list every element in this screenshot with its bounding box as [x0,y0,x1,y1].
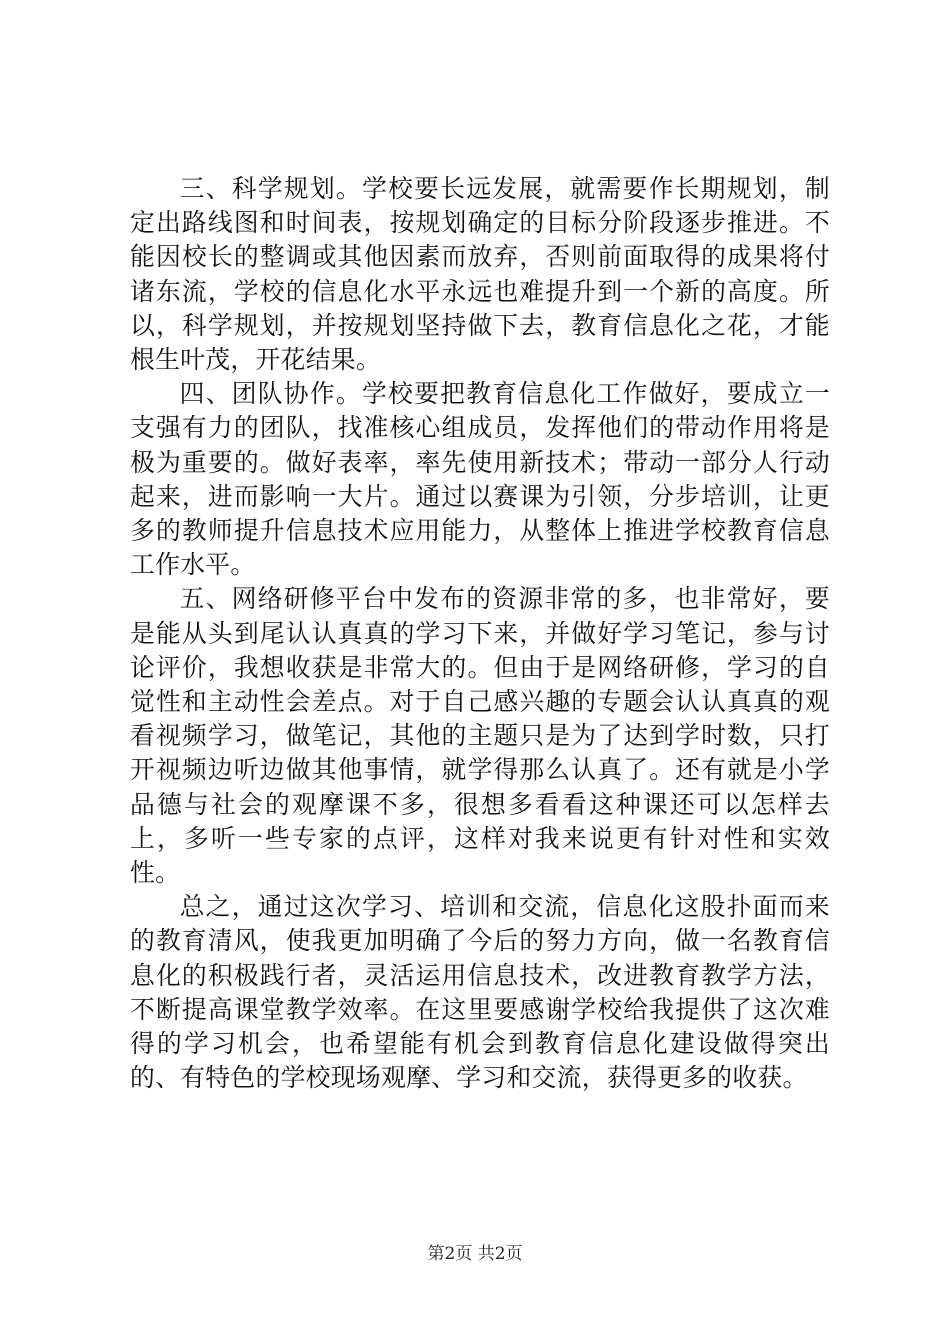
paragraph-summary: 总之，通过这次学习、培训和交流，信息化这股扑面而来的教育清风，使我更加明确了今后的努力方向，做一名教育信息化的积极践行者，灵活运用信息技术，改进教育教学方法，不断提高课堂教学效率。在这里要感谢学校给我提供了这次难得的学习机会，也希望能有机会到教育信息化建设做得突出的、有特色的学校现场观摩、学习和交流，获得更多的收获。 [130,892,830,1093]
paragraph-online-training: 五、网络研修平台中发布的资源非常的多，也非常好，要是能从头到尾认认真真的学习下来，并做好学习笔记，参与讨论评价，我想收获是非常大的。但由于是网络研修，学习的自觉性和主动性会差点。对于自己感兴趣的专题会认认真真的观看视频学习，做笔记，其他的主题只是为了达到学时数，只打开视频边听边做其他事情，就学得那么认真了。还有就是小学品德与社会的观摩课不多，很想多看看这种课还可以怎样去上，多听一些专家的点评，这样对我来说更有针对性和实效性。 [130,584,830,888]
page-number-label: 第2页 共2页 [427,1244,523,1264]
paragraph-scientific-planning: 三、科学规划。学校要长远发展，就需要作长期规划，制定出路线图和时间表，按规划确定的目标分阶段逐步推进。不能因校长的整调或其他因素而放弃，否则前面取得的成果将付诸东流，学校的信息化水平永远也难提升到一个新的高度。所以，科学规划，并按规划坚持做下去，教育信息化之花，才能根生叶茂，开花结果。 [130,174,830,375]
paragraph-team-collaboration: 四、团队协作。学校要把教育信息化工作做好，要成立一支强有力的团队，找准核心组成员，发挥他们的带动作用将是极为重要的。做好表率，率先使用新技术；带动一部分人行动起来，进而影响一大片。通过以赛课为引领，分步培训，让更多的教师提升信息技术应用能力，从整体上推进学校教育信息工作水平。 [130,379,830,580]
page-footer [0,1242,950,1266]
document-body [130,172,830,1095]
